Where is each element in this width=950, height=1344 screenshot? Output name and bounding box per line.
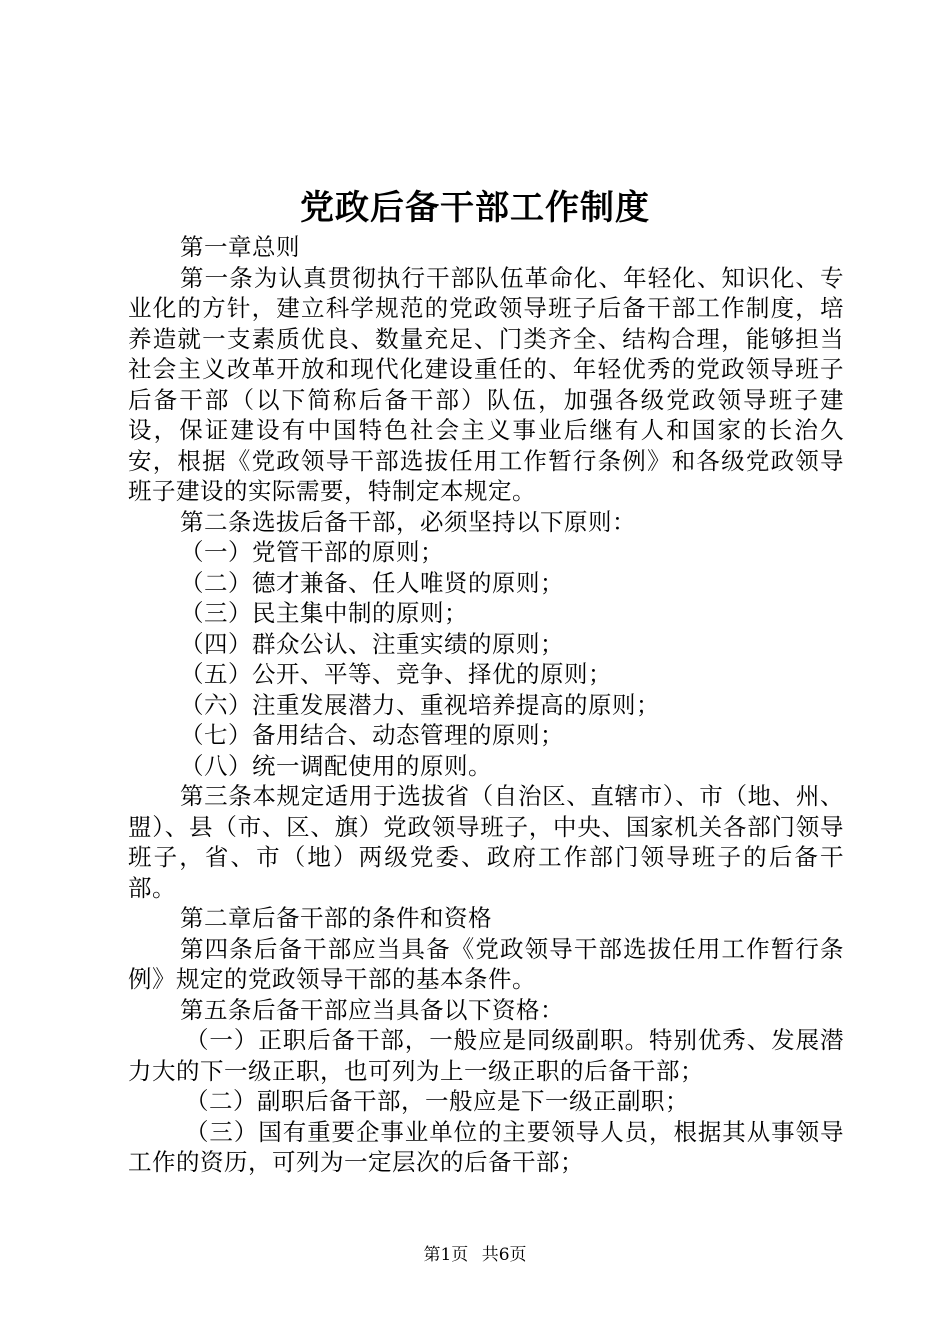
article-paragraph: 第二条选拔后备干部，必须坚持以下原则： [180, 507, 636, 536]
article-paragraph: 第五条后备干部应当具备以下资格： [180, 995, 564, 1024]
principle-item: （四）群众公认、注重实绩的原则； [180, 629, 564, 658]
principle-item: （二）德才兼备、任人唯贤的原则； [180, 568, 564, 597]
principle-item: （八）统一调配使用的原则。 [180, 751, 492, 780]
qualification-item: （二）副职后备干部，一般应是下一级正副职； [185, 1087, 689, 1115]
chapter-heading: 第二章后备干部的条件和资格 [180, 904, 492, 932]
principle-item: （七）备用结合、动态管理的原则； [180, 721, 564, 749]
document-body [128, 232, 844, 1178]
chapter-heading: 第一章总则 [180, 233, 300, 261]
page-footer [0, 1244, 950, 1266]
qualification-item: （一）正职后备干部，一般应是同级副职。特别优秀、发展潜力大的下一级正职，也可列为上一级正职的后备干部； [128, 1026, 844, 1085]
principle-item: （一）党管干部的原则； [180, 538, 444, 566]
principle-item: （六）注重发展潜力、重视培养提高的原则； [180, 690, 660, 719]
principle-item: （五）公开、平等、竞争、择优的原则； [180, 660, 612, 688]
page-total: 共6页 [481, 1245, 527, 1265]
document-title: 党政后备干部工作制度 [300, 188, 650, 228]
page-number: 第1页 [423, 1245, 469, 1265]
principle-item: （三）民主集中制的原则； [180, 599, 468, 627]
article-paragraph: 第一条为认真贯彻执行干部队伍革命化、年轻化、知识化、专业化的方针，建立科学规范的党政领导班子后备干部工作制度，培养造就一支素质优良、数量充足、门类齐全、结构合理，能够担当社会主义改革开放和现代化建设重任的、年轻优秀的党政领导班子后备干部（以下简称后备干部）队伍，加强各级党政领导班子建设，保证建设有中国特色社会主义事业后继有人和国家的长治久安，根据《党政领导干部选拔任用工作暂行条例》和各级党政领导班子建设的实际需要，特制定本规定。 [128, 263, 844, 505]
qualification-item: （三）国有重要企事业单位的主要领导人员，根据其从事领导工作的资历，可列为一定层次的后备干部； [128, 1117, 844, 1176]
article-paragraph: 第三条本规定适用于选拔省（自治区、直辖市）、市（地、州、盟）、县（市、区、旗）党政领导班子，中央、国家机关各部门领导班子，省、市（地）两级党委、政府工作部门领导班子的后备干部。 [128, 782, 844, 902]
article-paragraph: 第四条后备干部应当具备《党政领导干部选拔任用工作暂行条例》规定的党政领导干部的基本条件。 [128, 934, 844, 993]
